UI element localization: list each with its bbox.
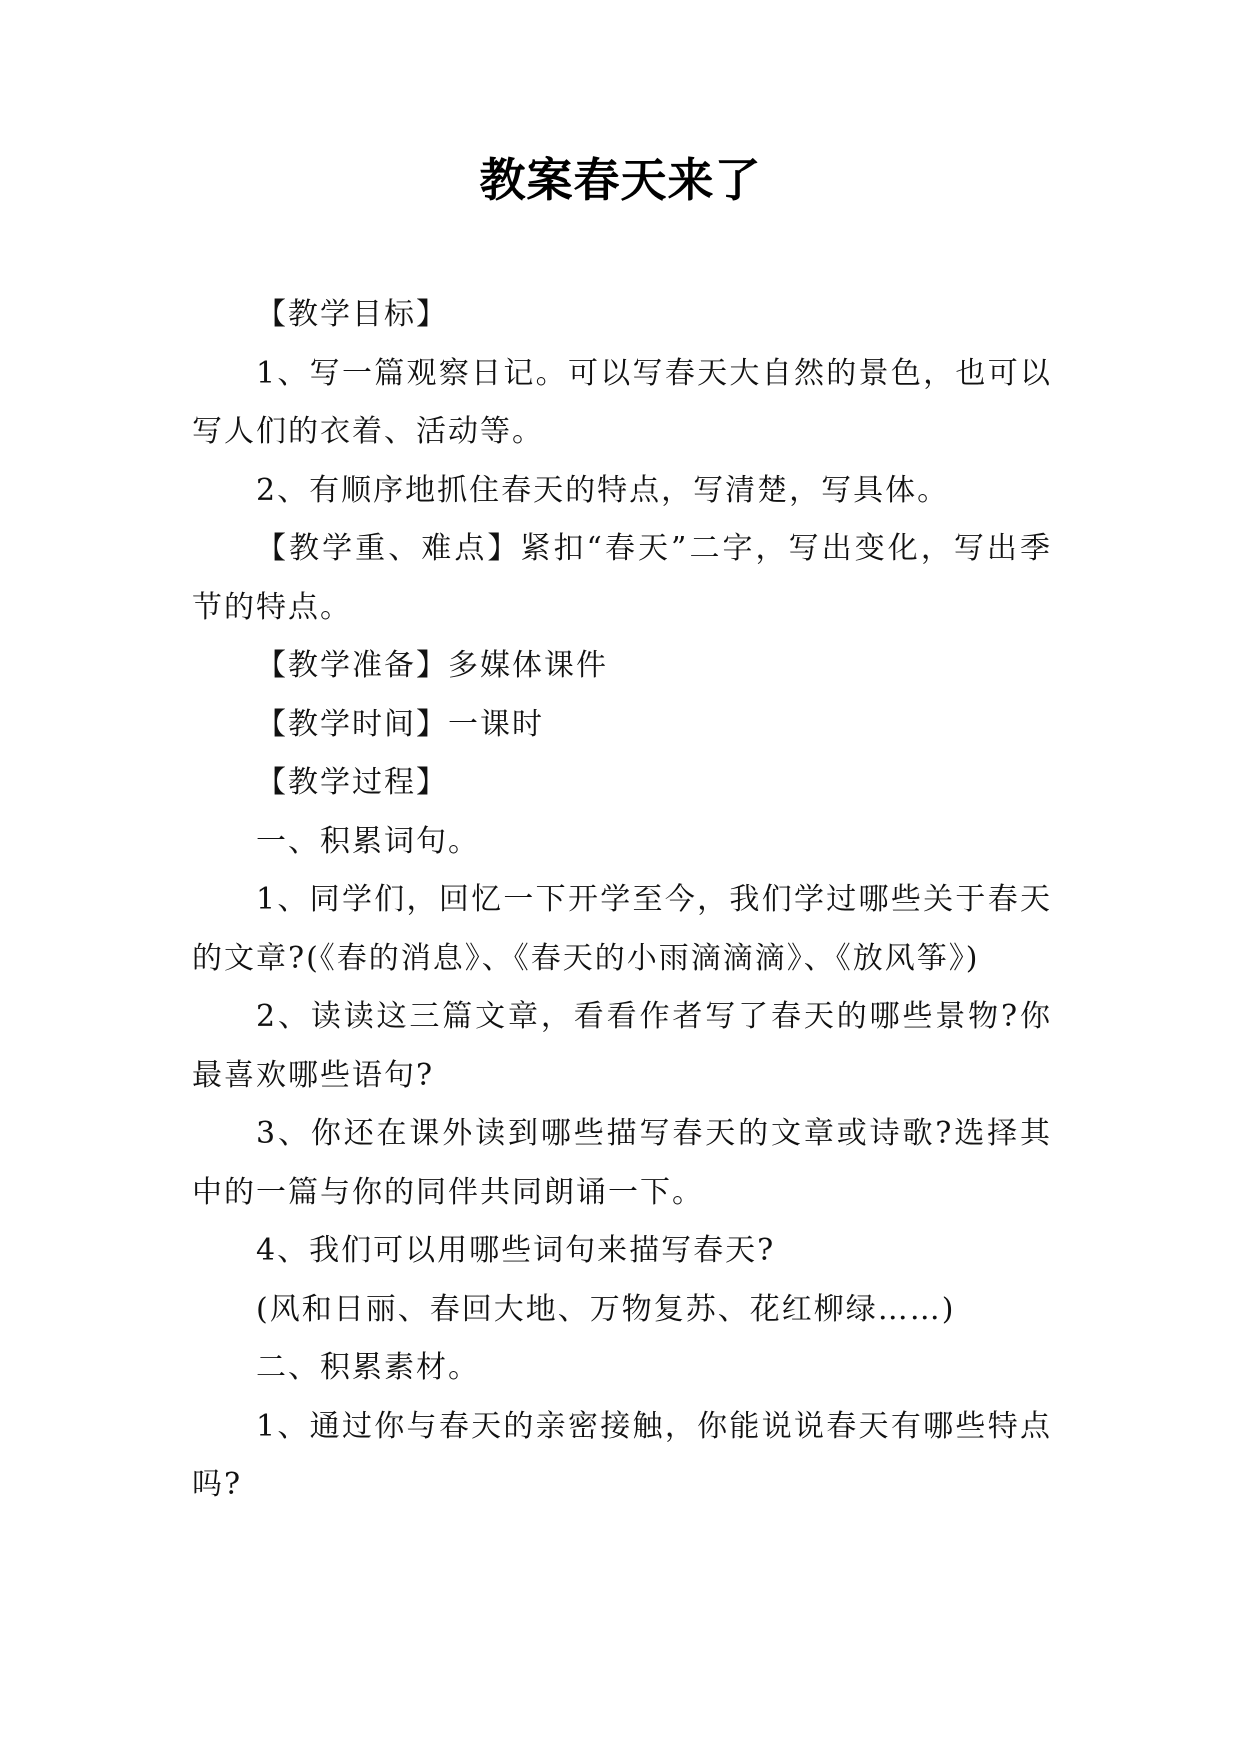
paragraph-section-1-item-4: 4、我们可以用哪些词句来描写春天? <box>256 1233 776 1268</box>
paragraph-section-2-heading: 二、积累素材。 <box>256 1350 480 1385</box>
document-body <box>192 286 1052 1515</box>
paragraph-section-1-item-1: 1、同学们，回忆一下开学至今，我们学过哪些关于春天的文章?(《春的消息》、《春天的小雨滴滴滴》、《放风筝》) <box>192 882 1052 976</box>
document-title: 教案春天来了 <box>479 153 762 207</box>
paragraph-time: 【教学时间】一课时 <box>256 706 544 742</box>
paragraph-key-points: 【教学重、难点】紧扣“春天”二字，写出变化，写出季节的特点。 <box>192 531 1052 625</box>
paragraph-objective-2: 2、有顺序地抓住春天的特点，写清楚，写具体。 <box>256 472 950 508</box>
paragraph-section-1-heading: 一、积累词句。 <box>256 823 480 859</box>
paragraph-preparation: 【教学准备】多媒体课件 <box>256 648 608 683</box>
paragraph-section-1-item-4-answer: (风和日丽、春回大地、万物复苏、花红柳绿……) <box>256 1291 956 1327</box>
paragraph-section-2-item-1: 1、通过你与春天的亲密接触，你能说说春天有哪些特点吗? <box>192 1408 1052 1502</box>
paragraph-section-1-item-2: 2、读读这三篇文章，看看作者写了春天的哪些景物?你最喜欢哪些语句? <box>192 999 1052 1093</box>
paragraph-section-1-item-3: 3、你还在课外读到哪些描写春天的文章或诗歌?选择其中的一篇与你的同伴共同朗诵一下。 <box>192 1116 1052 1210</box>
paragraph-objectives-heading: 【教学目标】 <box>256 297 448 332</box>
paragraph-process-heading: 【教学过程】 <box>256 765 448 800</box>
paragraph-objective-1: 1、写一篇观察日记。可以写春天大自然的景色，也可以写人们的衣着、活动等。 <box>192 355 1052 449</box>
